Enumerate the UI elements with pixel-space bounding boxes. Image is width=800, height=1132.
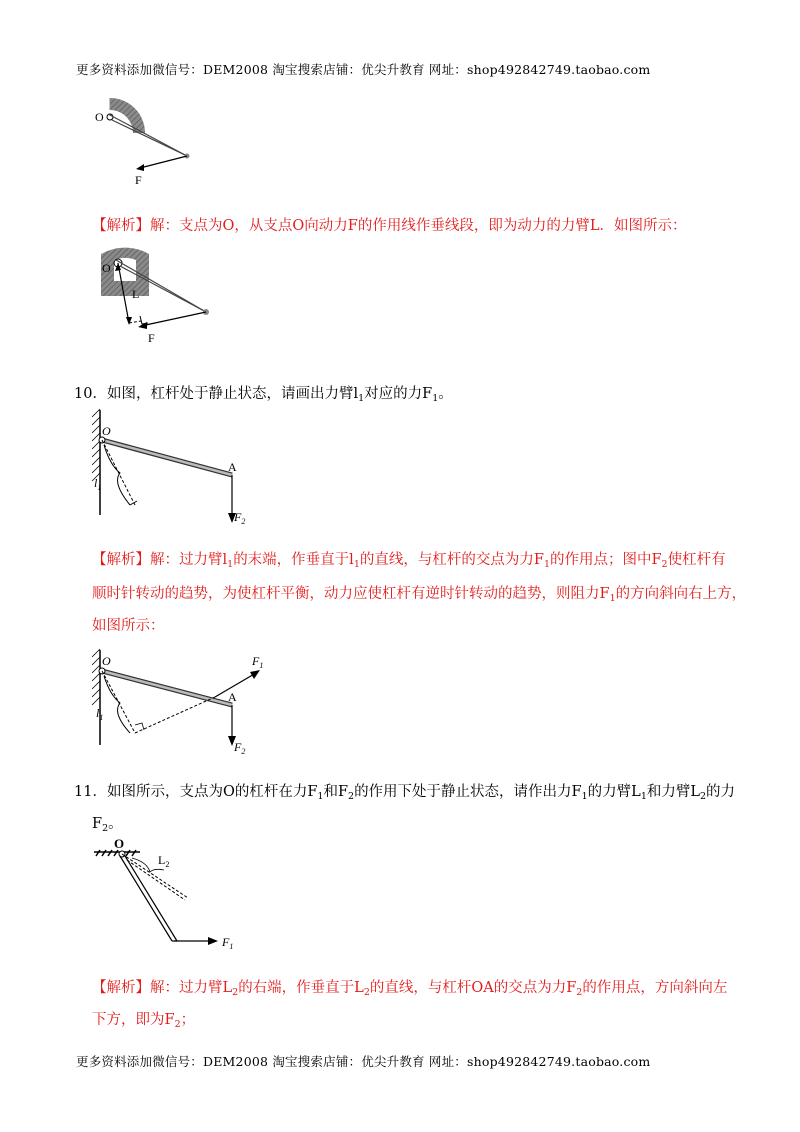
fig2-label-f: F <box>148 331 155 345</box>
fig4-label-l: $l_1$ <box>96 706 104 722</box>
solution-q10-line3: 如图所示： <box>92 618 165 634</box>
solution-tag: 【解析】 <box>92 218 150 234</box>
solution-q10-line1: 【解析】解：过力臂$l_1$的末端，作垂直于$l_1$的直线，与杠杆的交点为力$F_1$的作用点；图中$F_2$使杠杆有 <box>92 552 726 570</box>
fig2-label-l: L <box>132 287 140 301</box>
question-10: 10．如图，杠杆处于静止状态，请画出力臂$l_1$对应的力$F_1$。 <box>74 386 453 404</box>
figure-q10-problem <box>90 405 260 534</box>
figure-q9-solution <box>96 246 226 350</box>
fig5-label-l: $L_2$ <box>158 853 170 869</box>
fig2-label-o: O <box>102 261 111 275</box>
solution-tag: 【解析】 <box>92 980 150 996</box>
fig5-label-f: $F_1$ <box>222 935 234 951</box>
solution-q11-line2: 下方，即为$F_2$； <box>92 1012 196 1030</box>
fig4-label-f1: $F_1$ <box>252 654 264 670</box>
fig4-label-f2: $F_2$ <box>234 740 246 756</box>
question-11-line2: $F_2$。 <box>92 816 123 834</box>
page-header: 更多资料添加微信号：DEM2008 淘宝搜索店铺：优尖升教育 网址：shop492842749.taobao.com <box>76 62 651 77</box>
solution-q9: 【解析】解：支点为O，从支点O向动力F的作用线作垂线段，即为动力的力臂L．如图所示： <box>92 218 687 234</box>
fig5-label-o: O <box>114 838 125 851</box>
figure-q10-solution <box>90 645 270 764</box>
question-11-line1: 11．如图所示，支点为O的杠杆在力$F_1$和$F_2$的作用下处于静止状态，请作出力$F_1$的力臂$L_1$和力臂$L_2$的力 <box>74 784 736 802</box>
fig4-label-a: A <box>228 690 237 704</box>
fig1-label-o: O <box>95 110 104 124</box>
fig3-label-f: $F_2$ <box>234 510 246 526</box>
fig3-label-l: $l_1$ <box>94 476 102 492</box>
fig4-label-o: O <box>102 654 111 668</box>
fig1-label-f: F <box>135 173 142 187</box>
fig3-label-o: O <box>102 424 111 438</box>
solution-q10-line2: 顺时针转动的趋势，为使杠杆平衡，动力应使杠杆有逆时针转动的趋势，则阻力$F_1$的方向斜向右上方， <box>92 586 747 604</box>
figure-q9-problem <box>90 95 230 194</box>
solution-tag: 【解析】 <box>92 552 150 568</box>
fig3-label-a: A <box>228 460 237 474</box>
figure-q11-problem <box>92 838 252 957</box>
solution-q11-line1: 【解析】解：过力臂$L_2$的右端，作垂直于$L_2$的直线，与杠杆OA的交点为力$F_2$的作用点，方向斜向左 <box>92 980 728 998</box>
page-footer: 更多资料添加微信号：DEM2008 淘宝搜索店铺：优尖升教育 网址：shop492842749.taobao.com <box>76 1054 651 1069</box>
